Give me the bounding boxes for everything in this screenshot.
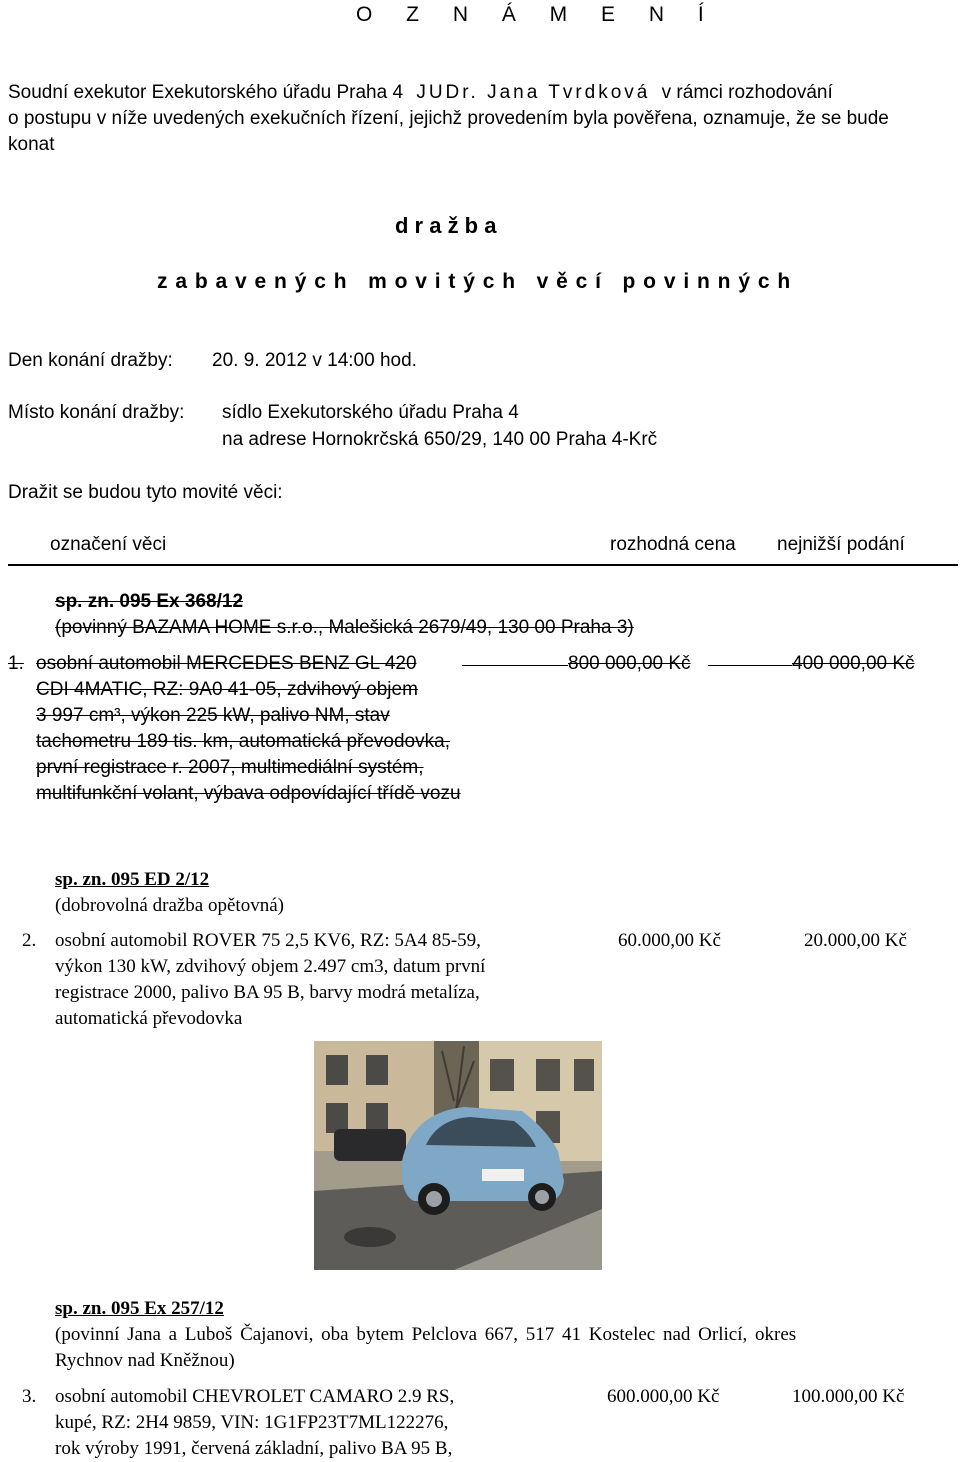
item-3-line-2: kupé, RZ: 2H4 9859, VIN: 1G1FP23T7ML122276, <box>55 1412 449 1433</box>
item-1-number: 1. <box>8 653 24 674</box>
item-3-line-1: osobní automobil CHEVROLET CAMARO 2.9 RS, <box>55 1386 455 1407</box>
item-2-price: 60.000,00 Kč <box>618 930 721 951</box>
intro-line-2: o postupu v níže uvedených exekučních řízení, jejichž provedením byla pověřena, oznamuje, že se bude <box>8 108 889 129</box>
item-1-line-6: multifunkční volant, výbava odpovídající třídě vozu <box>36 783 461 804</box>
items-intro: Dražit se budou tyto movité věci: <box>8 482 283 503</box>
item-1-line-5: první registrace r. 2007, multimediální systém, <box>36 757 424 778</box>
item-1-price: 800 000,00 Kč <box>568 653 691 674</box>
item-1-party: (povinný BAZAMA HOME s.r.o., Malešická 2679/49, 130 00 Praha 3) <box>55 617 634 638</box>
item-2-case-number: sp. zn. 095 ED 2/12 <box>55 869 210 890</box>
place-value-1: sídlo Exekutorského úřadu Praha 4 <box>222 402 519 423</box>
item-2-number: 2. <box>22 930 37 951</box>
item-2-party: (dobrovolná dražba opětovná) <box>55 895 284 916</box>
car-photo-icon <box>314 1041 602 1270</box>
item-1-min-bid: 400 000,00 Kč <box>792 653 915 674</box>
item-3-number: 3. <box>22 1386 37 1407</box>
heading-drazba: d r a ž b a <box>395 213 497 238</box>
item-1-line-4: tachometru 189 tis. km, automatická převodovka, <box>36 731 450 752</box>
item-2-line-2: výkon 130 kW, zdvihový objem 2.497 cm3, datum první <box>55 956 486 977</box>
header-rozhodna-cena: rozhodná cena <box>610 534 736 555</box>
intro-line-1 <box>8 82 833 104</box>
item-3-case-number: sp. zn. 095 Ex 257/12 <box>55 1298 224 1319</box>
item-3-party-line-2: Rychnov nad Kněžnou) <box>55 1350 235 1371</box>
intro-text-a: Soudní exekutor Exekutorského úřadu Praha 4 <box>8 82 404 103</box>
place-label: Místo konání dražby: <box>8 402 185 423</box>
heading-movitych-veci: z a b a v e n ý c h m o v i t ý c h v ě c í p o v i n n ý c h <box>157 270 792 293</box>
car-photo <box>314 1041 602 1270</box>
date-value: 20. 9. 2012 v 14:00 hod. <box>212 350 417 371</box>
item-1-strike-connector-1 <box>462 665 568 666</box>
item-1-line-2: CDI 4MATIC, RZ: 9A0 41-05, zdvihový objem <box>36 679 418 700</box>
header-nejnizsi-podani: nejnižší podání <box>777 534 905 555</box>
item-3-price: 600.000,00 Kč <box>607 1386 720 1407</box>
item-1-line-1: osobní automobil MERCEDES BENZ GL 420 <box>36 653 417 674</box>
item-3-party-line-1: (povinní Jana a Luboš Čajanovi, oba bytem Pelclova 667, 517 41 Kostelec nad Orlicí, okres <box>55 1324 797 1345</box>
header-oznaceni-veci: označení věci <box>50 534 167 555</box>
item-3-line-3: rok výroby 1991, červená základní, palivo BA 95 B, <box>55 1438 453 1459</box>
page-title: O Z N Á M E N Í <box>356 3 718 26</box>
executor-name: JUDr. Jana Tvrdková <box>416 82 651 103</box>
header-divider <box>8 564 958 566</box>
item-2-line-3: registrace 2000, palivo BA 95 B, barvy modrá metalíza, <box>55 982 480 1003</box>
intro-line-3: konat <box>8 134 55 155</box>
place-value-2: na adrese Hornokrčská 650/29, 140 00 Praha 4-Krč <box>222 429 658 450</box>
item-2-line-1: osobní automobil ROVER 75 2,5 KV6, RZ: 5A4 85-59, <box>55 930 481 951</box>
item-2-line-4: automatická převodovka <box>55 1008 243 1029</box>
item-1-case-number: sp. zn. 095 Ex 368/12 <box>55 591 244 612</box>
intro-text-b: v rámci rozhodování <box>661 82 833 103</box>
item-1-strike-connector-2 <box>708 665 792 666</box>
item-3-min-bid: 100.000,00 Kč <box>792 1386 905 1407</box>
date-label: Den konání dražby: <box>8 350 173 371</box>
item-2-min-bid: 20.000,00 Kč <box>804 930 907 951</box>
item-1-line-3: 3 997 cm³, výkon 225 kW, palivo NM, stav <box>36 705 390 726</box>
